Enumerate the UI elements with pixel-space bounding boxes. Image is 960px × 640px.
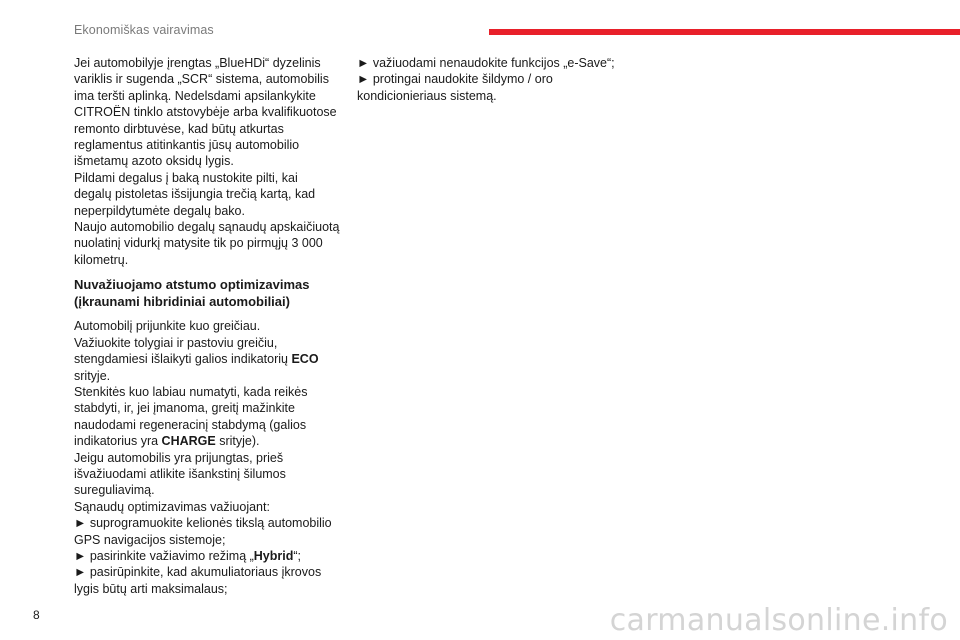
text-line: GPS navigacijos sistemoje; <box>74 532 226 547</box>
heading-line: (įkraunami hibridiniai automobiliai) <box>74 294 290 310</box>
left-column <box>74 55 340 597</box>
text-line <box>74 351 336 367</box>
text-line: sureguliavimą. <box>74 483 155 498</box>
text-line: remonto dirbtuvėse, kad būtų atkurtas <box>74 121 284 136</box>
bullet-line: ► važiuodami nenaudokite funkcijos „e-Save“; <box>357 56 615 70</box>
text-line: ima teršti aplinką. Nedelsdami apsilankykite <box>74 88 316 103</box>
text-segment: “; <box>293 548 302 563</box>
text-line: Naujo automobilio degalų sąnaudų apskaičiuotą <box>74 220 340 235</box>
text-line: Automobilį prijunkite kuo greičiau. <box>74 319 261 334</box>
text-segment: srityje). <box>215 434 260 449</box>
page-number: 8 <box>33 608 40 622</box>
watermark[interactable]: carmanualsonline.info <box>609 603 948 638</box>
paragraph-consumption <box>74 219 340 268</box>
hybrid-label: Hybrid <box>253 548 294 563</box>
text-line: kondicionieriaus sistemą. <box>357 88 497 103</box>
bullet-line <box>74 548 336 564</box>
text-line: išvažiuodami atlikite išankstinį šilumos <box>74 466 286 481</box>
text-line: stabdyti, ir, jei įmanoma, greitį mažinkite <box>74 401 295 416</box>
text-line: nuolatinį vidurkį matysite tik po pirmųjų 3 000 <box>74 236 323 251</box>
eco-label: ECO <box>291 352 319 367</box>
text-line: neperpildytumėte degalų bako. <box>74 203 245 218</box>
text-line <box>74 433 336 449</box>
text-line: Pildami degalus į baką nustokite pilti, kai <box>74 170 298 185</box>
text-line: išmetamų azoto oksidų lygis. <box>74 154 234 169</box>
text-line: degalų pistoletas išsijungia trečią kartą, kad <box>74 187 316 202</box>
bullet-line: ► pasirūpinkite, kad akumuliatoriaus įkrovos <box>74 565 322 580</box>
header-accent-bar <box>489 29 960 35</box>
text-line: kilometrų. <box>74 252 129 267</box>
text-line: srityje. <box>74 368 111 383</box>
text-segment: ► pasirinkite važiavimo režimą „ <box>74 548 254 563</box>
text-line: reglamentus atitinkantis jūsų automobilio <box>74 138 300 153</box>
charge-label: CHARGE <box>161 434 216 449</box>
text-line: Jeigu automobilis yra prijungtas, prieš <box>74 450 284 465</box>
section-heading <box>74 276 336 310</box>
text-line: Važiuokite tolygiai ir pastoviu greičiu, <box>74 335 278 350</box>
paragraph-refuel <box>74 170 336 219</box>
text-line: variklis ir sugenda „SCR“ sistema, automobilis <box>74 72 329 87</box>
text-line: Sąnaudų optimizavimas važiuojant: <box>74 499 270 514</box>
right-column <box>357 55 619 104</box>
paragraph-bluehdi <box>74 55 336 170</box>
bullet-line: ► protingai naudokite šildymo / oro <box>357 72 553 87</box>
text-line: CITROËN tinklo atstovybėje arba kvalifikuotose <box>74 105 337 120</box>
text-line: Stenkitės kuo labiau numatyti, kada reikės <box>74 384 308 399</box>
text-line: lygis būtų arti maksimalaus; <box>74 581 228 596</box>
heading-line: Nuvažiuojamo atstumo optimizavimas <box>74 277 310 293</box>
text-segment: indikatorius yra <box>74 434 162 449</box>
text-segment: stengdamiesi išlaikyti galios indikatorių <box>74 352 292 367</box>
section-title: Ekonomiškas vairavimas <box>74 23 214 37</box>
bullet-line: ► suprogramuokite kelionės tikslą automobilio <box>74 516 332 531</box>
text-line: naudodami regeneracinį stabdymą (galios <box>74 417 307 432</box>
text-line: Jei automobilyje įrengtas „BlueHDi“ dyzelinis <box>74 56 321 70</box>
